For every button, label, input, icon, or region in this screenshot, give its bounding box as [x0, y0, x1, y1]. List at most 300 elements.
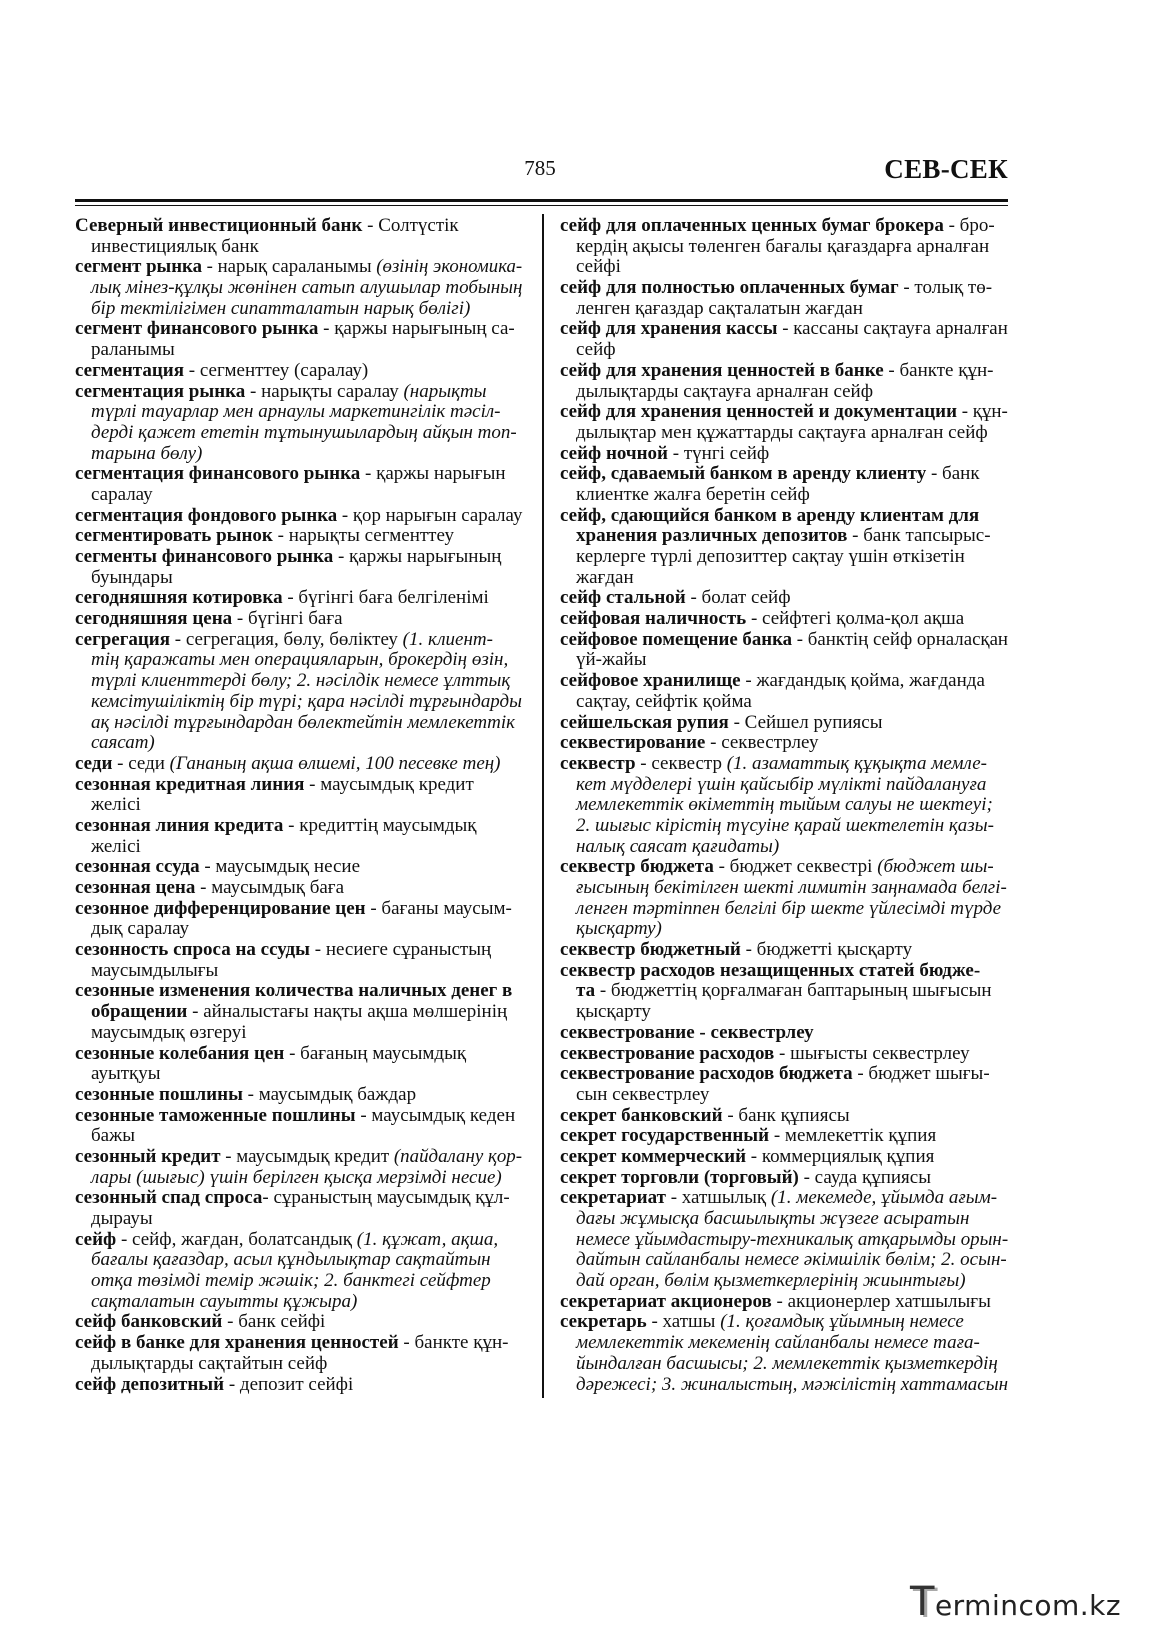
- dictionary-entry: [75, 1106, 522, 1147]
- headword: секрет банковский: [560, 1104, 723, 1126]
- translation: - құн-: [956, 401, 1008, 423]
- translation: - бюджетті қысқарту: [740, 939, 913, 961]
- gloss: ақ нәсілді тұрғындардан бөлектейтін мемлекеттік: [91, 711, 516, 733]
- headword: сегментация фондового рынка: [75, 504, 338, 526]
- entry-line: [560, 754, 1008, 775]
- entry-line: [560, 1354, 1008, 1375]
- dictionary-entry: [75, 899, 522, 940]
- dictionary-entry: [560, 1064, 1008, 1105]
- headword: сезонная линия кредита: [75, 814, 284, 836]
- translation: - бюджет шығы-: [852, 1063, 990, 1085]
- gloss: мемлекеттік мекеменің сайланбалы немесе таға-: [576, 1332, 980, 1354]
- headword: обращении: [91, 1001, 188, 1023]
- gloss: бір тектілігімен сипатталатын нарық бөлігі): [91, 297, 471, 319]
- headword: секрет торговли (торговый): [560, 1166, 799, 1188]
- entry-line: [75, 713, 522, 734]
- translation: - маусымдық несие: [199, 856, 361, 878]
- entry-line: [75, 1188, 522, 1209]
- translation: - Сейшел рупиясы: [728, 711, 883, 733]
- dictionary-entry: [75, 1147, 522, 1188]
- translation: - бүгінгі баға: [232, 608, 343, 630]
- entry-line: [560, 857, 1008, 878]
- gloss: (1. құжат, ақша,: [356, 1228, 499, 1250]
- gloss: налық саясат қағидаты): [576, 835, 780, 857]
- gloss: түрлі тауарлар мен арнаулы маркетингілік тәсіл-: [91, 401, 501, 423]
- translation: желісі: [91, 835, 141, 857]
- dictionary-entry: [560, 506, 1008, 589]
- dictionary-entry: [75, 506, 522, 527]
- headword: секвестр бюджетный: [560, 939, 741, 961]
- entry-line: [560, 1271, 1008, 1292]
- headword: сезонные колебания цен: [75, 1042, 285, 1064]
- headword: сейф для оплаченных ценных бумаг брокера: [560, 215, 944, 236]
- entry-line: [75, 775, 522, 796]
- entry-line: [75, 256, 523, 278]
- gloss: дәрежесі; 3. жиналыстың, мәжілістің хаттамасын: [576, 1373, 1008, 1395]
- dictionary-entry: [560, 713, 1008, 734]
- translation: - Солтүстік: [362, 215, 459, 236]
- headword: сейф депозитный: [75, 1373, 225, 1395]
- entry-line: [560, 733, 1008, 754]
- translation: маусымдық өзгеруі: [91, 1021, 247, 1043]
- dictionary-entry: [75, 1375, 522, 1396]
- headword: сейфовая наличность: [560, 608, 747, 630]
- gloss: лық мінез-құлқы жөнінен сатып алушылар тобының: [91, 277, 523, 299]
- entry-line: [560, 464, 1008, 485]
- entry-line: [75, 1085, 522, 1106]
- headword: секвестрование расходов бюджета: [560, 1063, 853, 1085]
- entry-line: [560, 692, 1008, 713]
- entry-line: [75, 940, 522, 961]
- gloss: дерді қажет ететін тұтынушылардың айқын топ-: [91, 421, 517, 443]
- translation: - бағаны маусым-: [365, 897, 512, 919]
- headword: сейф ночной: [560, 442, 669, 464]
- translation: буындары: [91, 566, 173, 588]
- dictionary-entry: [75, 1085, 522, 1106]
- translation: - секвестр: [635, 752, 727, 774]
- entry-line: [75, 1271, 522, 1292]
- dictionary-entry: [560, 1126, 1008, 1147]
- entry-line: [560, 257, 1008, 278]
- headword: сегменты финансового рынка: [75, 546, 334, 567]
- translation: дылықтар мен құжаттарды сақтауға арналған сейф: [576, 421, 988, 443]
- translation: - шығысты секвестрлеу: [774, 1042, 970, 1064]
- site-logo: Termincom.kz: [910, 1579, 1122, 1625]
- headword: сейф для хранения ценностей и документации: [560, 401, 957, 423]
- headword: сегмент финансового рынка: [75, 318, 319, 340]
- translation: - нарық сараланымы: [201, 256, 377, 278]
- entry-line: [560, 1168, 1008, 1189]
- entry-line: [560, 568, 1008, 589]
- dictionary-entry: [75, 775, 522, 816]
- translation: қысқарту: [576, 1001, 651, 1023]
- dictionary-entry: [560, 464, 1008, 505]
- entry-line: [75, 319, 522, 340]
- translation: клиентке жалға беретін сейф: [576, 483, 810, 505]
- gloss: тің қаражаты мен операцияларын, брокердің өзін,: [91, 649, 509, 671]
- dictionary-entry: [75, 382, 522, 465]
- entry-line: [560, 526, 1008, 547]
- headword: сейф в банке для хранения ценностей: [75, 1332, 399, 1354]
- translation: дық саралау: [91, 918, 190, 940]
- headword: секрет государственный: [560, 1125, 770, 1147]
- translation: - маусымдық кредит: [220, 1145, 394, 1167]
- entry-line: [75, 1230, 522, 1251]
- translation: саралау: [91, 483, 153, 505]
- dictionary-entry: [75, 257, 522, 319]
- entry-line: [75, 278, 522, 299]
- headword: секвестр расходов незащищенных статей бюдже-: [560, 959, 981, 981]
- entry-line: [75, 1044, 522, 1065]
- entry-line: [560, 1228, 1009, 1251]
- headword: сейф, сдаваемый банком в аренду клиенту: [560, 463, 927, 485]
- headword: секрет коммерческий: [560, 1145, 747, 1167]
- translation: желісі: [91, 794, 141, 816]
- entry-line: [560, 671, 1008, 692]
- translation: - маусымдық баға: [195, 877, 345, 898]
- headword: сегментация рынка: [75, 380, 246, 402]
- headword: секретариат: [560, 1187, 666, 1209]
- translation: дылықтарды сақтайтын сейф: [91, 1352, 328, 1374]
- entry-line: [560, 919, 1008, 940]
- translation: - толық тө-: [898, 277, 993, 299]
- entry-line: [75, 1333, 522, 1354]
- entry-line: [560, 340, 1008, 361]
- gloss: дағы жұмысқа басшылықты жүзеге асыратын: [576, 1208, 970, 1229]
- entry-line: [75, 795, 522, 816]
- entry-line: [75, 878, 522, 899]
- entry-line: [75, 340, 522, 361]
- dictionary-entry: [560, 1023, 1008, 1044]
- entry-line: [560, 1002, 1008, 1023]
- headword: секвестрование расходов: [560, 1042, 775, 1064]
- entry-line: [560, 444, 1008, 465]
- entry-line: [560, 628, 1009, 651]
- gloss: 2. шығыс кірістің түсуіне қарай шектелетін қазы-: [576, 814, 994, 836]
- translation: - маусымдық кеден: [355, 1104, 516, 1126]
- translation: - айналыстағы нақты ақша мөлшерінің: [187, 1001, 508, 1023]
- headword: хранения различных депозитов: [576, 525, 848, 547]
- entry-line: [560, 1023, 1008, 1044]
- entry-line: [560, 1064, 1008, 1085]
- entry-line: [560, 1085, 1008, 1106]
- translation: керлерге түрлі депозиттер сақтау үшін өткізетін: [576, 546, 965, 567]
- entry-line: [75, 1106, 522, 1127]
- translation: - бағаның маусымдық: [284, 1042, 467, 1064]
- entry-line: [560, 547, 1008, 568]
- entry-line: [75, 816, 522, 837]
- dictionary-entry: [560, 1168, 1008, 1189]
- dictionary-entry: [560, 319, 1008, 360]
- translation: - несиеге сұраныстың: [310, 939, 492, 961]
- entry-line: [75, 216, 522, 237]
- translation: - болат сейф: [685, 587, 791, 609]
- translation: кердің ақысы төленген бағалы қағаздарға арналған: [576, 235, 990, 257]
- page-number: 785: [524, 156, 556, 180]
- dictionary-entry: [560, 216, 1008, 278]
- dictionary-entry: [75, 547, 522, 588]
- dictionary-entry: [560, 1188, 1008, 1291]
- entry-line: [560, 485, 1008, 506]
- entry-line: [75, 423, 522, 444]
- translation: жағдан: [576, 566, 634, 588]
- dictionary-entry: [75, 464, 522, 505]
- translation: - бро-: [943, 215, 995, 236]
- translation: - банктің сейф орналасқан: [792, 628, 1009, 650]
- entry-line: [75, 402, 522, 423]
- gloss: лары (шығыс) үшін берілген қысқа мерзімді несие): [91, 1166, 502, 1188]
- translation: - нарықты саралау: [245, 380, 404, 402]
- dictionary-entry: [560, 588, 1008, 609]
- gloss: дайтын сайланбалы немесе әкімшілік бөлім; 2. осын-: [576, 1249, 1007, 1271]
- headword: сегментация финансового рынка: [75, 463, 361, 485]
- entry-line: [75, 754, 522, 775]
- entry-line: [560, 713, 1008, 734]
- translation: - бүгінгі баға белгіленімі: [282, 587, 489, 609]
- entry-line: [75, 547, 522, 568]
- translation: - кассаны сақтауға арналған: [777, 318, 1008, 340]
- headword: сезонные изменения количества наличных денег в: [75, 980, 513, 1002]
- dictionary-entry: [75, 1230, 522, 1313]
- dictionary-entry: [75, 1188, 522, 1229]
- headword: секретариат акционеров: [560, 1290, 772, 1312]
- entry-line: [560, 837, 1008, 858]
- gloss: саясат): [91, 732, 155, 754]
- translation: сын секвестрлеу: [576, 1083, 710, 1105]
- headword: сегментация: [75, 359, 185, 381]
- left-column: [75, 216, 522, 1395]
- headword: сезонные пошлины: [75, 1083, 243, 1105]
- header-rule-thick: [75, 199, 1008, 202]
- dictionary-entry: [75, 1333, 522, 1374]
- entry-line: [560, 423, 1008, 444]
- entry-line: [75, 1168, 522, 1189]
- gloss: ленген тәртіппен белгілі бір шекте үйлесімді түрде: [576, 897, 1002, 919]
- headword: секвестр бюджета: [560, 856, 714, 878]
- entry-line: [75, 568, 522, 589]
- entry-line: [75, 692, 521, 713]
- dictionary-entry: [560, 1106, 1008, 1127]
- gloss: қысқарту): [576, 918, 662, 940]
- translation: - қаржы нарығының са-: [318, 318, 515, 340]
- entry-line: [75, 1023, 522, 1044]
- entry-line: [560, 1375, 1008, 1396]
- entry-line: [560, 1292, 1008, 1313]
- translation: инвестициялық банк: [91, 235, 259, 257]
- entry-line: [560, 1106, 1008, 1127]
- translation: сейф: [576, 339, 616, 361]
- entry-line: [560, 588, 1008, 609]
- dictionary-entry: [560, 361, 1008, 402]
- translation: дылықтарды сақтауға арналған сейф: [576, 380, 874, 402]
- gloss: мемлекеттік өкіметтің тыйым салуы не шектеуі;: [576, 794, 993, 816]
- translation: сақтау, сейфтік қойма: [576, 690, 752, 712]
- right-column: [560, 216, 1008, 1395]
- headword: Северный инвестиционный банк: [75, 215, 363, 236]
- entry-line: [75, 961, 522, 982]
- entry-line: [75, 1292, 522, 1313]
- headword: сезонность спроса на ссуды: [75, 939, 311, 961]
- entry-line: [75, 630, 522, 651]
- headword: сейф для хранения кассы: [560, 318, 778, 340]
- dictionary-entry: [560, 857, 1008, 940]
- translation: - қаржы нарығын: [360, 463, 506, 485]
- translation: - сұраныстың маусымдық құл-: [262, 1187, 510, 1209]
- headword: сегментировать рынок: [75, 525, 273, 547]
- dictionary-entry: [560, 1292, 1008, 1313]
- headword: сейф для хранения ценностей в банке: [560, 359, 884, 381]
- entry-line: [560, 1188, 1008, 1209]
- dictionary-entry: [75, 857, 522, 878]
- headword: сезонная цена: [75, 877, 196, 898]
- translation: - сейфтегі қолма-қол ақша: [746, 608, 965, 630]
- gloss: түрлі клиенттерді бөлу; 2. нәсілдік немесе ұлттық: [91, 670, 511, 692]
- entry-line: [75, 1375, 522, 1396]
- translation: - маусымдық кредит: [304, 773, 474, 795]
- translation: - бюджет секвестрі: [713, 856, 878, 878]
- dictionary-entry: [75, 1044, 522, 1085]
- dictionary-entry: [560, 1044, 1008, 1065]
- headword: та: [576, 980, 596, 1002]
- entry-line: [75, 1312, 522, 1333]
- headword: сегрегация: [75, 628, 171, 650]
- gloss: (1. қоғамдық ұйымның немесе: [720, 1311, 964, 1333]
- entry-line: [75, 981, 522, 1002]
- gloss: (нарықты: [403, 380, 487, 402]
- translation: - нарықты сегменттеу: [272, 525, 454, 547]
- entry-line: [75, 650, 522, 671]
- entry-line: [75, 919, 522, 940]
- headword: сегмент рынка: [75, 256, 202, 278]
- entry-line: [75, 299, 522, 320]
- dictionary-entry: [560, 630, 1008, 671]
- entry-line: [560, 1333, 1008, 1354]
- entry-line: [75, 382, 522, 403]
- gloss: дай орган, бөлім қызметкерлерінің жиынтығы): [576, 1270, 966, 1292]
- headword: сезонная кредитная линия: [75, 773, 305, 795]
- dictionary-entry: [560, 671, 1008, 712]
- entry-line: [75, 609, 522, 630]
- translation: ауытқуы: [91, 1063, 161, 1085]
- gloss: (өзінің экономика-: [376, 256, 523, 278]
- gloss: (1. клиент-: [402, 628, 493, 650]
- dictionary-entry: [75, 816, 522, 857]
- gloss: (бюджет шы-: [877, 856, 994, 878]
- translation: - мемлекеттік құпия: [769, 1125, 937, 1147]
- entry-line: [75, 899, 522, 920]
- entry-line: [75, 444, 522, 465]
- dictionary-entry: [75, 878, 522, 899]
- headword: сейф: [75, 1228, 117, 1250]
- entry-line: [560, 795, 1008, 816]
- entry-line: [75, 464, 522, 485]
- headword: сезонная ссуда: [75, 856, 200, 878]
- column-divider: [542, 214, 544, 1398]
- entry-line: [75, 1145, 523, 1168]
- entry-line: [75, 1209, 522, 1230]
- gloss: отқа төзімді темір жәшік; 2. банктегі сейфтер: [91, 1270, 491, 1292]
- dictionary-entry: [560, 754, 1008, 857]
- headword: сейшельская рупия: [560, 711, 729, 733]
- translation: - банк тапсырыс-: [847, 525, 991, 547]
- translation: - сегменттеу (саралау): [184, 359, 369, 381]
- entry-line: [75, 237, 522, 258]
- dictionary-entry: [560, 609, 1008, 630]
- translation: ленген қағаздар сақталатын жағдан: [576, 297, 863, 319]
- entry-line: [560, 775, 1008, 796]
- translation: сейфі: [576, 256, 621, 278]
- headword: сейф, сдающийся банком в аренду клиентам для: [560, 504, 980, 526]
- gloss: тарына бөлу): [91, 442, 203, 464]
- dictionary-entry: [560, 961, 1008, 1023]
- dictionary-entry: [75, 361, 522, 382]
- headword: секвестирование: [560, 732, 706, 754]
- gloss: (Гананың ақша өлшемі, 100 песевке тең): [169, 752, 501, 774]
- entry-line: [75, 485, 522, 506]
- gloss: немесе ұйымдастыру-техникалық атқарымды орын-: [575, 1228, 1009, 1250]
- translation: - хатшы: [646, 1311, 721, 1333]
- gloss: бағалы қағаздар, асыл құндылықтар сақтайтын: [91, 1249, 491, 1271]
- entry-line: [75, 857, 522, 878]
- dictionary-entry: [75, 609, 522, 630]
- entry-line: [560, 609, 1008, 630]
- entry-line: [560, 216, 1008, 237]
- running-head: СЕВ-СЕК: [884, 154, 1008, 184]
- entry-line: [560, 1147, 1008, 1168]
- entry-line: [560, 506, 1008, 527]
- headword: секвестрование - секвестрлеу: [560, 1021, 814, 1043]
- translation: - сейф, жағдан, болатсандық: [116, 1228, 357, 1250]
- headword: сезонный спад спроса: [75, 1187, 263, 1209]
- entry-line: [75, 526, 522, 547]
- translation: - банкте құн-: [883, 359, 994, 381]
- translation: - қор нарығын саралау: [337, 504, 523, 526]
- translation: - секвестрлеу: [705, 732, 819, 754]
- translation: - коммерциялық құпия: [746, 1145, 935, 1167]
- translation: - депозит сейфі: [224, 1373, 354, 1395]
- gloss: ғысының бекітілген шекті лимитін заңнамада белгі-: [576, 877, 1007, 898]
- header-rule-thin: [75, 205, 1008, 206]
- headword: сейф для полностью оплаченных бумаг: [560, 277, 899, 299]
- headword: сезонные таможенные пошлины: [75, 1104, 356, 1126]
- translation: дырауы: [91, 1208, 153, 1229]
- entry-line: [560, 1209, 1008, 1230]
- translation: - маусымдық баждар: [242, 1083, 417, 1105]
- entry-line: [560, 981, 1008, 1002]
- gloss: (пайдалану қор-: [393, 1145, 523, 1167]
- translation: - банкте құн-: [398, 1332, 509, 1354]
- entry-line: [560, 237, 1008, 258]
- translation: маусымдылығы: [91, 959, 219, 981]
- gloss: (1. мекемеде, ұйымда ағым-: [770, 1187, 998, 1209]
- entry-line: [560, 650, 1008, 671]
- headword: сегодняшняя цена: [75, 608, 233, 630]
- entry-line: [75, 504, 523, 527]
- dictionary-entry: [560, 444, 1008, 465]
- entry-line: [560, 816, 1008, 837]
- headword: сегодняшняя котировка: [75, 587, 283, 609]
- gloss: сақталатын сауытты құжыра): [91, 1290, 358, 1312]
- translation: - түнгі сейф: [668, 442, 770, 464]
- entry-line: [75, 1250, 522, 1271]
- translation: - қаржы нарығының: [333, 546, 502, 567]
- entry-line: [75, 1354, 522, 1375]
- entry-line: [75, 1002, 522, 1023]
- translation: - седи: [112, 752, 170, 774]
- translation: - кредиттің маусымдық: [283, 814, 477, 836]
- headword: сейф банковский: [75, 1311, 223, 1333]
- entry-line: [75, 837, 522, 858]
